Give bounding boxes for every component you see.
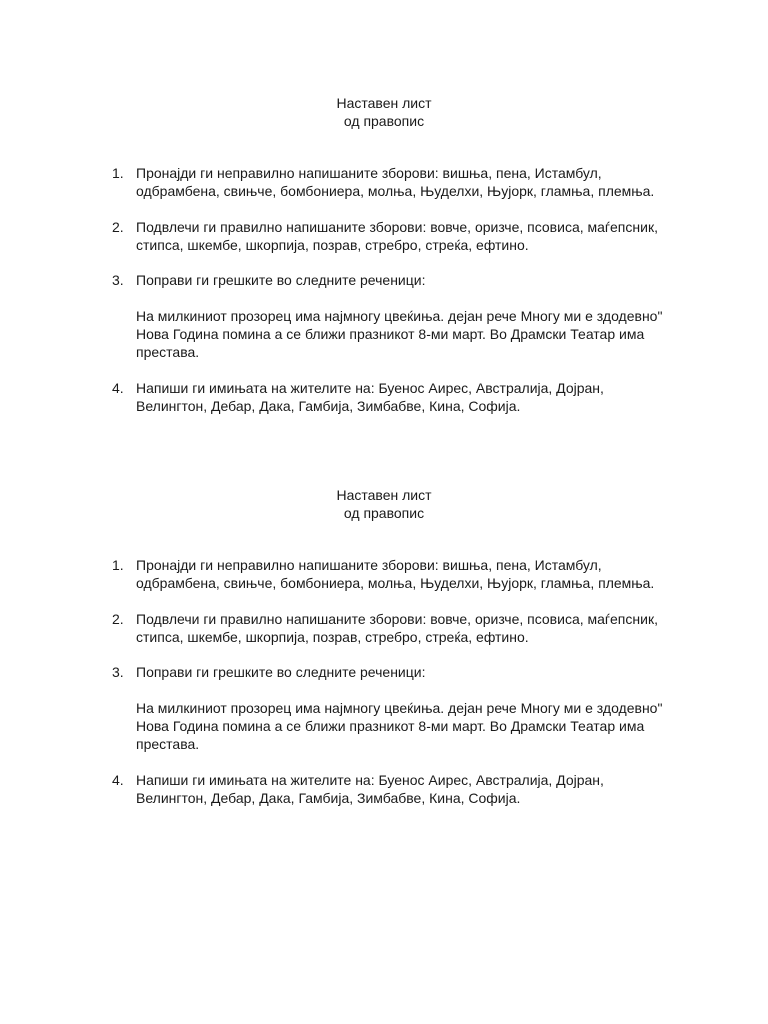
- task-text: Подвлечи ги правилно напишаните зборови: вовче, оризче, псовиса, мaѓепсник, стипса, шкембе, шкорпија, позрав, стребро, стреќа, ефтино.: [136, 611, 658, 645]
- title-line-2: од правопис: [343, 113, 425, 129]
- title-line-1: Наставен лист: [336, 95, 432, 111]
- task-number: 3.: [112, 664, 124, 680]
- task-text: Поправи ги грешките во следните реченици:: [136, 664, 426, 680]
- task-item-4: [112, 379, 672, 415]
- title-line-1: Наставен лист: [336, 487, 432, 503]
- title-line-2: од правопис: [343, 505, 425, 521]
- task-number: 1.: [112, 165, 124, 181]
- task-text: Подвлечи ги правилно напишаните зборови: вовче, оризче, псовиса, мaѓепсник, стипса, шкембе, шкорпија, позрав, стребро, стреќа, ефтино.: [136, 219, 658, 253]
- task-item-1: [112, 164, 672, 200]
- task-number: 4.: [112, 380, 124, 396]
- sentence-2: Нова Година помина а се ближи празникот 8-ми март. Во Драмски Театар има престава.: [136, 718, 645, 752]
- task-text: Пронајди ги неправилно напишаните зборови: вишња, пена, Истамбул, одбрамбена, свињче, бомбониера, молња, Њуделхи, Њујорк, гламња, племња.: [136, 165, 655, 199]
- worksheet-title: [0, 486, 768, 522]
- task-item-1: [112, 556, 672, 592]
- worksheet-2: [0, 486, 768, 806]
- task-number: 4.: [112, 772, 124, 788]
- task-list: [112, 556, 672, 807]
- worksheet-1: [0, 94, 768, 414]
- task-number: 2.: [112, 611, 124, 627]
- sentence-1: На милкиниот прозорец има најмногу цвеќиња. дејан рече Многу ми е здодевно": [136, 308, 663, 324]
- task-number: 3.: [112, 272, 124, 288]
- sentence-1: На милкиниот прозорец има најмногу цвеќиња. дејан рече Многу ми е здодевно": [136, 700, 663, 716]
- task-list: [112, 164, 672, 415]
- task-text: Напиши ги имињата на жителите на: Буенос Аирес, Австралија, Дојран, Велингтон, Дебар, Дака, Гамбија, Зимбабве, Кина, Софија.: [136, 772, 604, 806]
- sentences-block: [136, 699, 672, 753]
- worksheet-title: [0, 94, 768, 130]
- task-item-3: [112, 663, 672, 753]
- task-text: Поправи ги грешките во следните реченици:: [136, 272, 426, 288]
- sentences-block: [136, 307, 672, 361]
- task-item-2: [112, 218, 672, 254]
- task-number: 2.: [112, 219, 124, 235]
- task-item-2: [112, 610, 672, 646]
- task-text: Пронајди ги неправилно напишаните зборови: вишња, пена, Истамбул, одбрамбена, свињче, бомбониера, молња, Њуделхи, Њујорк, гламња, племња.: [136, 557, 655, 591]
- task-item-4: [112, 771, 672, 807]
- task-item-3: [112, 271, 672, 361]
- sentence-2: Нова Година помина а се ближи празникот 8-ми март. Во Драмски Театар има престава.: [136, 326, 645, 360]
- task-number: 1.: [112, 557, 124, 573]
- task-text: Напиши ги имињата на жителите на: Буенос Аирес, Австралија, Дојран, Велингтон, Дебар, Дака, Гамбија, Зимбабве, Кина, Софија.: [136, 380, 604, 414]
